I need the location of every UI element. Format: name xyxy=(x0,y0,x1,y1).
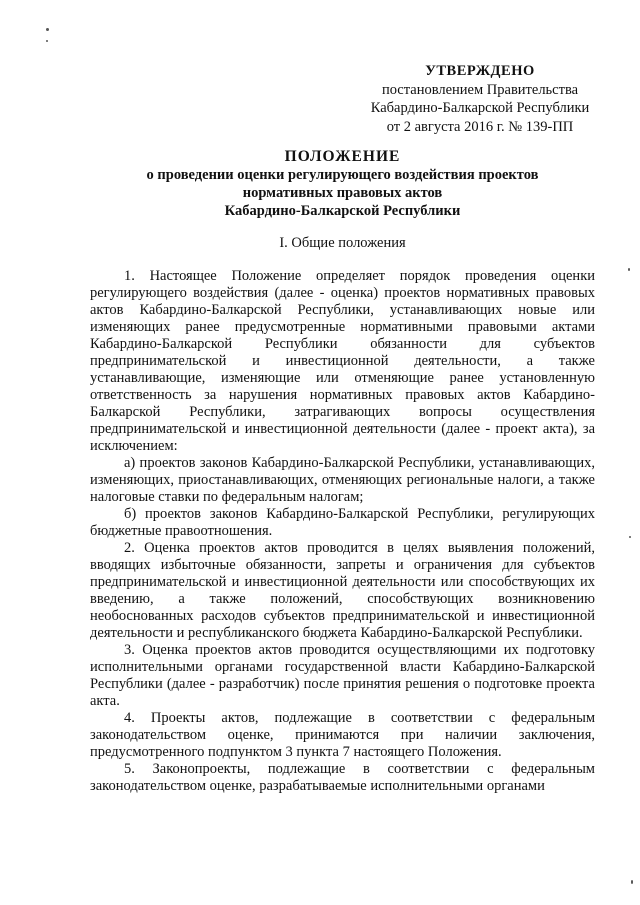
paragraph: 3. Оценка проектов актов проводится осуществляющими их подготовку исполнительными органами государственной власти Кабардино-Балкарской Республики (далее - разработчик) после принятия решения о подготовке проекта акта. xyxy=(90,642,595,709)
approval-line: от 2 августа 2016 г. № 139-ПП xyxy=(386,118,574,135)
scan-speck xyxy=(628,268,630,271)
title-subline: нормативных правовых актов xyxy=(242,185,443,201)
approval-line: Кабардино-Балкарской Республики xyxy=(370,100,590,116)
title-main: ПОЛОЖЕНИЕ xyxy=(284,148,401,165)
paragraph: 1. Настоящее Положение определяет порядок проведения оценки регулирующего воздействия (далее - оценка) проектов нормативных правовых актов Кабардино-Балкарской Республики, устанавливающих новые или изменяющих ранее предусмотренные нормативными правовыми актами Кабардино-Балкарской Республики обязанности для субъектов предпринимательской и инвестиционной деятельности, а также устанавливающие, изменяющие или отменяющие ранее установленную ответственность за нарушения нормативных правовых актов Кабардино-Балкарской Республики, затрагивающих вопросы осуществления предпринимательской и инвестиционной деятельности (далее - проект акта), за исключением: xyxy=(90,268,595,454)
paragraph: 2. Оценка проектов актов проводится в целях выявления положений, вводящих избыточные обязанности, запреты и ограничения для субъектов предпринимательской и инвестиционной деятельности или способствующих их введению, а также положений, способствующих возникновению необоснованных расходов субъектов предпринимательской и инвестиционной деятельности и республиканского бюджета Кабардино-Балкарской Республики. xyxy=(90,540,595,641)
scan-speck xyxy=(631,880,633,884)
title-subline: Кабардино-Балкарской Республики xyxy=(224,203,461,219)
document-body xyxy=(90,268,595,795)
section-heading: I. Общие положения xyxy=(279,235,406,251)
paragraph: 5. Законопроекты, подлежащие в соответствии с федеральным законодательством оценке, разрабатываемые исполнительными органами xyxy=(90,761,595,794)
scan-speck xyxy=(46,40,48,42)
document-title xyxy=(90,148,595,220)
paragraph: 4. Проекты актов, подлежащие в соответствии с федеральным законодательством оценке, принимаются при наличии заключения, предусмотренного подпунктом 3 пункта 7 настоящего Положения. xyxy=(90,710,595,760)
scan-speck xyxy=(46,28,49,31)
scan-speck xyxy=(629,536,631,538)
paragraph: б) проектов законов Кабардино-Балкарской Республики, регулирующих бюджетные правоотношения. xyxy=(90,506,595,539)
approval-heading: УТВЕРЖДЕНО xyxy=(425,63,535,79)
paragraph: а) проектов законов Кабардино-Балкарской Республики, устанавливающих, изменяющих, приостанавливающих, отменяющих региональные налоги, а также налоговые ставки по федеральным налогам; xyxy=(90,455,595,505)
approval-line: постановлением Правительства xyxy=(381,81,579,98)
title-subline: о проведении оценки регулирующего воздействия проектов xyxy=(146,167,539,183)
approval-stamp-block xyxy=(350,62,610,136)
